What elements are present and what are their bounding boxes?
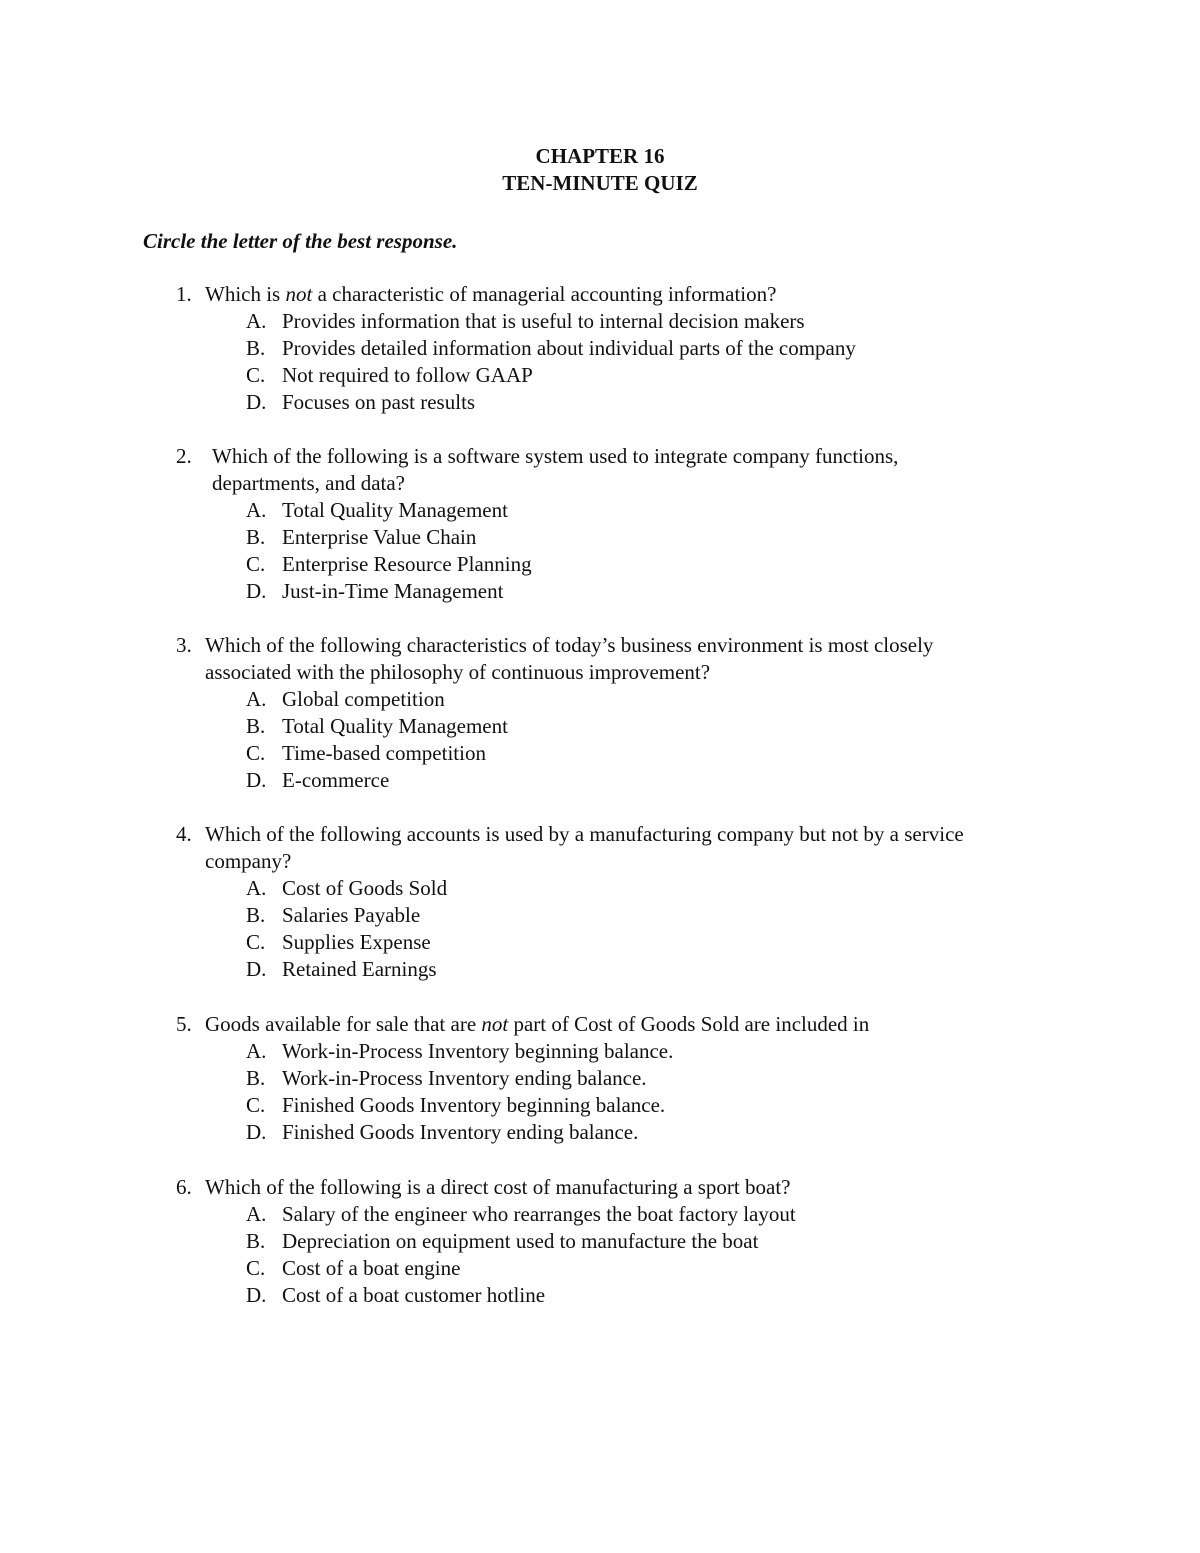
option-text: Enterprise Resource Planning [282, 552, 532, 576]
question-1 [0, 281, 1200, 416]
question-stem-line [0, 443, 1200, 470]
question-number: 4. [176, 822, 192, 846]
answer-option[interactable] [0, 389, 1200, 416]
answer-option[interactable] [0, 362, 1200, 389]
option-letter[interactable]: B. [246, 1229, 266, 1253]
answer-option[interactable] [0, 1228, 1200, 1255]
option-letter[interactable]: D. [246, 1120, 267, 1144]
answer-option[interactable] [0, 1255, 1200, 1282]
option-letter[interactable]: B. [246, 903, 266, 927]
option-letter[interactable]: A. [246, 1039, 267, 1063]
option-text: Work-in-Process Inventory ending balance. [282, 1066, 647, 1090]
question-5 [0, 1011, 1200, 1146]
question-number: 3. [176, 633, 192, 657]
answer-option[interactable] [0, 740, 1200, 767]
quiz-title: TEN-MINUTE QUIZ [502, 171, 698, 195]
option-text: Supplies Expense [282, 930, 431, 954]
option-text: Global competition [282, 687, 445, 711]
question-text: Which of the following characteristics of today’s business environment is most closely [205, 633, 934, 657]
option-letter[interactable]: A. [246, 876, 267, 900]
instruction-text: Circle the letter of the best response. [143, 229, 458, 253]
option-text: Time-based competition [282, 741, 486, 765]
option-letter[interactable]: B. [246, 336, 266, 360]
option-letter[interactable]: C. [246, 930, 266, 954]
question-text: company? [205, 849, 292, 873]
answer-option[interactable] [0, 875, 1200, 902]
question-3 [0, 632, 1200, 794]
option-text: Cost of a boat engine [282, 1256, 461, 1280]
answer-option[interactable] [0, 902, 1200, 929]
option-text: Just-in-Time Management [282, 579, 504, 603]
option-letter[interactable]: B. [246, 714, 266, 738]
option-letter[interactable]: B. [246, 525, 266, 549]
answer-option[interactable] [0, 308, 1200, 335]
option-letter[interactable]: D. [246, 1283, 267, 1307]
option-letter[interactable]: A. [246, 309, 267, 333]
question-text: Goods available for sale that are not part of Cost of Goods Sold are included in [205, 1012, 870, 1036]
answer-option[interactable] [0, 686, 1200, 713]
option-text: Enterprise Value Chain [282, 525, 477, 549]
chapter-heading: CHAPTER 16 [535, 144, 665, 168]
question-text: Which of the following accounts is used by a manufacturing company but not by a service [205, 822, 964, 846]
answer-option[interactable] [0, 1092, 1200, 1119]
answer-option[interactable] [0, 524, 1200, 551]
option-text: Total Quality Management [282, 498, 508, 522]
option-text: Finished Goods Inventory ending balance. [282, 1120, 639, 1144]
option-text: Not required to follow GAAP [282, 363, 533, 387]
option-letter[interactable]: D. [246, 579, 267, 603]
option-text: Provides detailed information about individual parts of the company [282, 336, 856, 360]
question-number: 2. [176, 444, 192, 468]
answer-option[interactable] [0, 1201, 1200, 1228]
question-text: Which of the following is a software system used to integrate company functions, [212, 444, 899, 468]
answer-option[interactable] [0, 335, 1200, 362]
option-letter[interactable]: C. [246, 1093, 266, 1117]
option-text: Cost of a boat customer hotline [282, 1283, 546, 1307]
question-text: Which is not a characteristic of managerial accounting information? [205, 282, 777, 306]
question-stem-line [0, 1174, 1200, 1201]
question-stem-line [0, 281, 1200, 308]
answer-option[interactable] [0, 1282, 1200, 1309]
answer-option[interactable] [0, 767, 1200, 794]
question-number: 5. [176, 1012, 192, 1036]
question-2 [0, 443, 1200, 605]
question-text: departments, and data? [212, 471, 405, 495]
answer-option[interactable] [0, 929, 1200, 956]
answer-option[interactable] [0, 497, 1200, 524]
question-text: associated with the philosophy of continuous improvement? [205, 660, 711, 684]
option-text: Cost of Goods Sold [282, 876, 448, 900]
question-stem-line [0, 659, 1200, 686]
answer-option[interactable] [0, 1065, 1200, 1092]
answer-option[interactable] [0, 1038, 1200, 1065]
option-text: Salaries Payable [282, 903, 421, 927]
option-letter[interactable]: B. [246, 1066, 266, 1090]
question-stem-line [0, 1011, 1200, 1038]
option-text: Finished Goods Inventory beginning balance. [282, 1093, 666, 1117]
option-letter[interactable]: A. [246, 1202, 267, 1226]
option-letter[interactable]: D. [246, 390, 267, 414]
option-letter[interactable]: A. [246, 687, 267, 711]
question-number: 1. [176, 282, 192, 306]
question-text: Which of the following is a direct cost of manufacturing a sport boat? [205, 1175, 791, 1199]
option-text: Salary of the engineer who rearranges the boat factory layout [282, 1202, 796, 1226]
question-4 [0, 821, 1200, 983]
answer-option[interactable] [0, 713, 1200, 740]
question-number: 6. [176, 1175, 192, 1199]
question-stem-line [0, 821, 1200, 848]
option-text: Retained Earnings [282, 957, 437, 981]
option-letter[interactable]: D. [246, 768, 267, 792]
option-text: Focuses on past results [282, 390, 476, 414]
option-letter[interactable]: D. [246, 957, 267, 981]
answer-option[interactable] [0, 551, 1200, 578]
option-letter[interactable]: C. [246, 363, 266, 387]
question-stem-line [0, 848, 1200, 875]
option-text: Depreciation on equipment used to manufacture the boat [282, 1229, 759, 1253]
option-text: E-commerce [282, 768, 390, 792]
option-text: Work-in-Process Inventory beginning balance. [282, 1039, 674, 1063]
question-6 [0, 1174, 1200, 1309]
question-stem-line [0, 632, 1200, 659]
answer-option[interactable] [0, 1119, 1200, 1146]
answer-option[interactable] [0, 956, 1200, 983]
option-letter[interactable]: C. [246, 552, 266, 576]
question-stem-line [0, 470, 1200, 497]
option-letter[interactable]: C. [246, 1256, 266, 1280]
option-text: Provides information that is useful to internal decision makers [282, 309, 805, 333]
option-letter[interactable]: A. [246, 498, 267, 522]
answer-option[interactable] [0, 578, 1200, 605]
option-text: Total Quality Management [282, 714, 508, 738]
option-letter[interactable]: C. [246, 741, 266, 765]
